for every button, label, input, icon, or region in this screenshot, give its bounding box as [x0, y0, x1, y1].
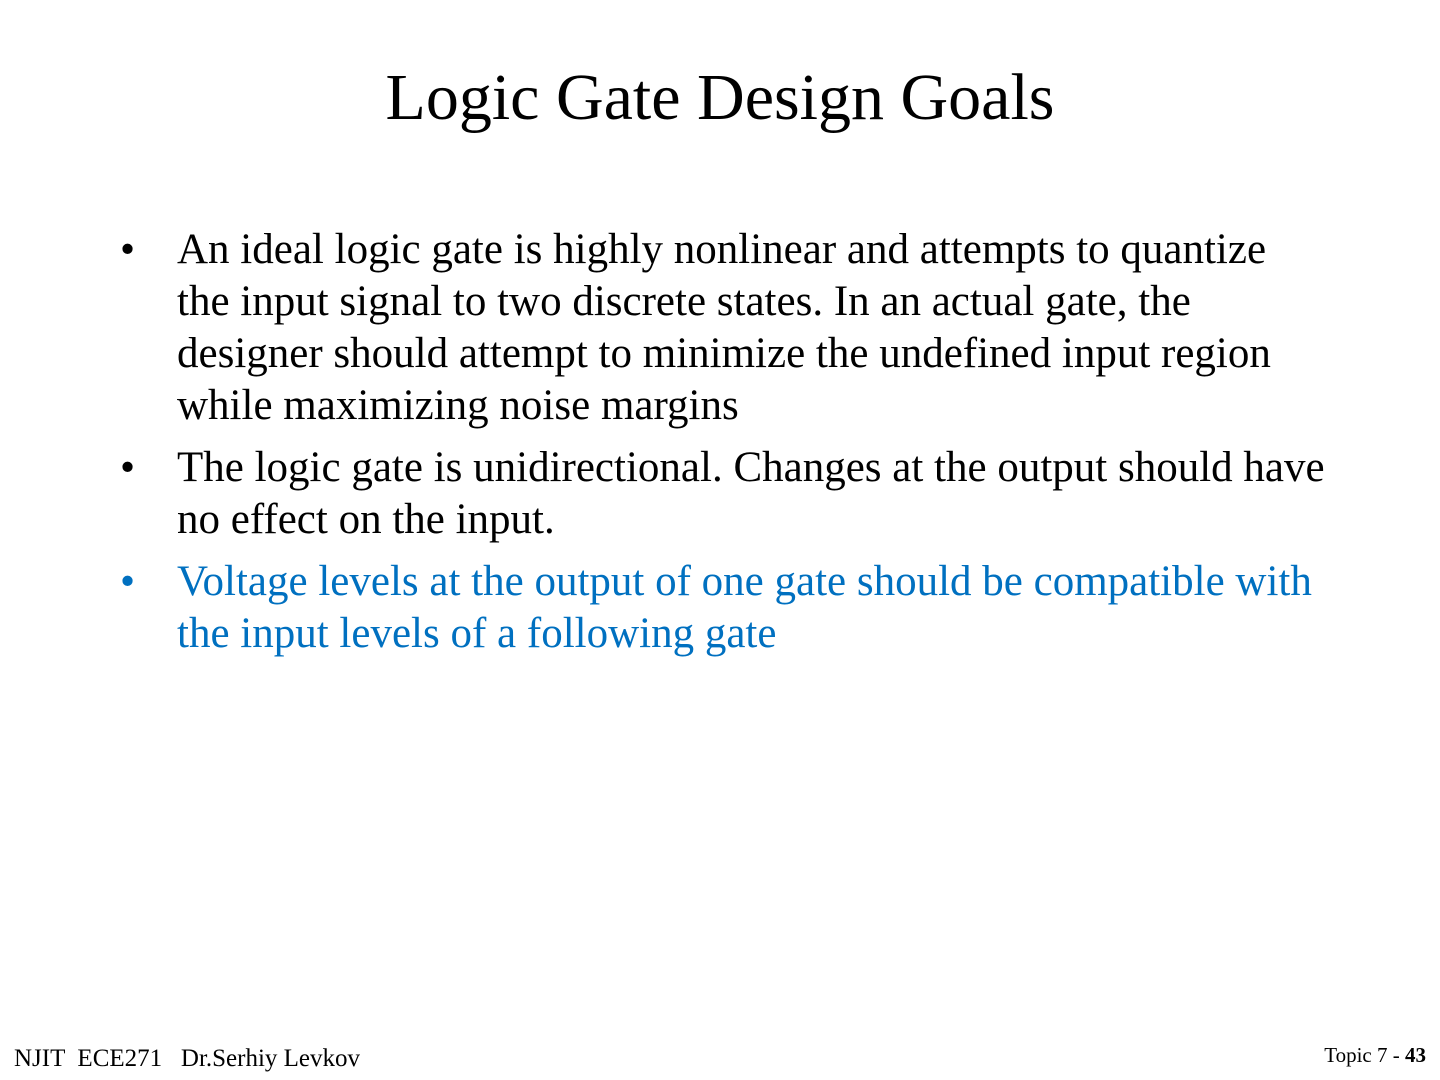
bullet-text: An ideal logic gate is highly nonlinear and attempts to quantize the input signal to two discrete states. In an actual gate, the designer should attempt to minimize the undefined input region while maximizing noise margins: [177, 226, 1271, 429]
slide-title: Logic Gate Design Goals: [385, 61, 1055, 134]
bullet-text: The logic gate is unidirectional. Changes at the output should have no effect on the input.: [177, 444, 1325, 543]
bullet-dot-icon: •: [120, 558, 136, 605]
bullet-item-2: [118, 442, 1328, 546]
bullet-dot-icon: •: [120, 444, 136, 491]
footer-slide-number: [1324, 1042, 1426, 1068]
bullet-text: Voltage levels at the output of one gate should be compatible with the input levels of a following gate: [177, 558, 1312, 657]
footer-topic-label: Topic 7 -: [1324, 1043, 1405, 1067]
footer-page-number: 43: [1405, 1043, 1426, 1067]
bullet-item-3: [118, 556, 1328, 660]
bullet-list: [118, 224, 1328, 670]
footer-course-info: NJIT ECE271 Dr.Serhiy Levkov: [14, 1045, 361, 1072]
bullet-item-1: [118, 224, 1328, 432]
bullet-dot-icon: •: [120, 226, 136, 273]
